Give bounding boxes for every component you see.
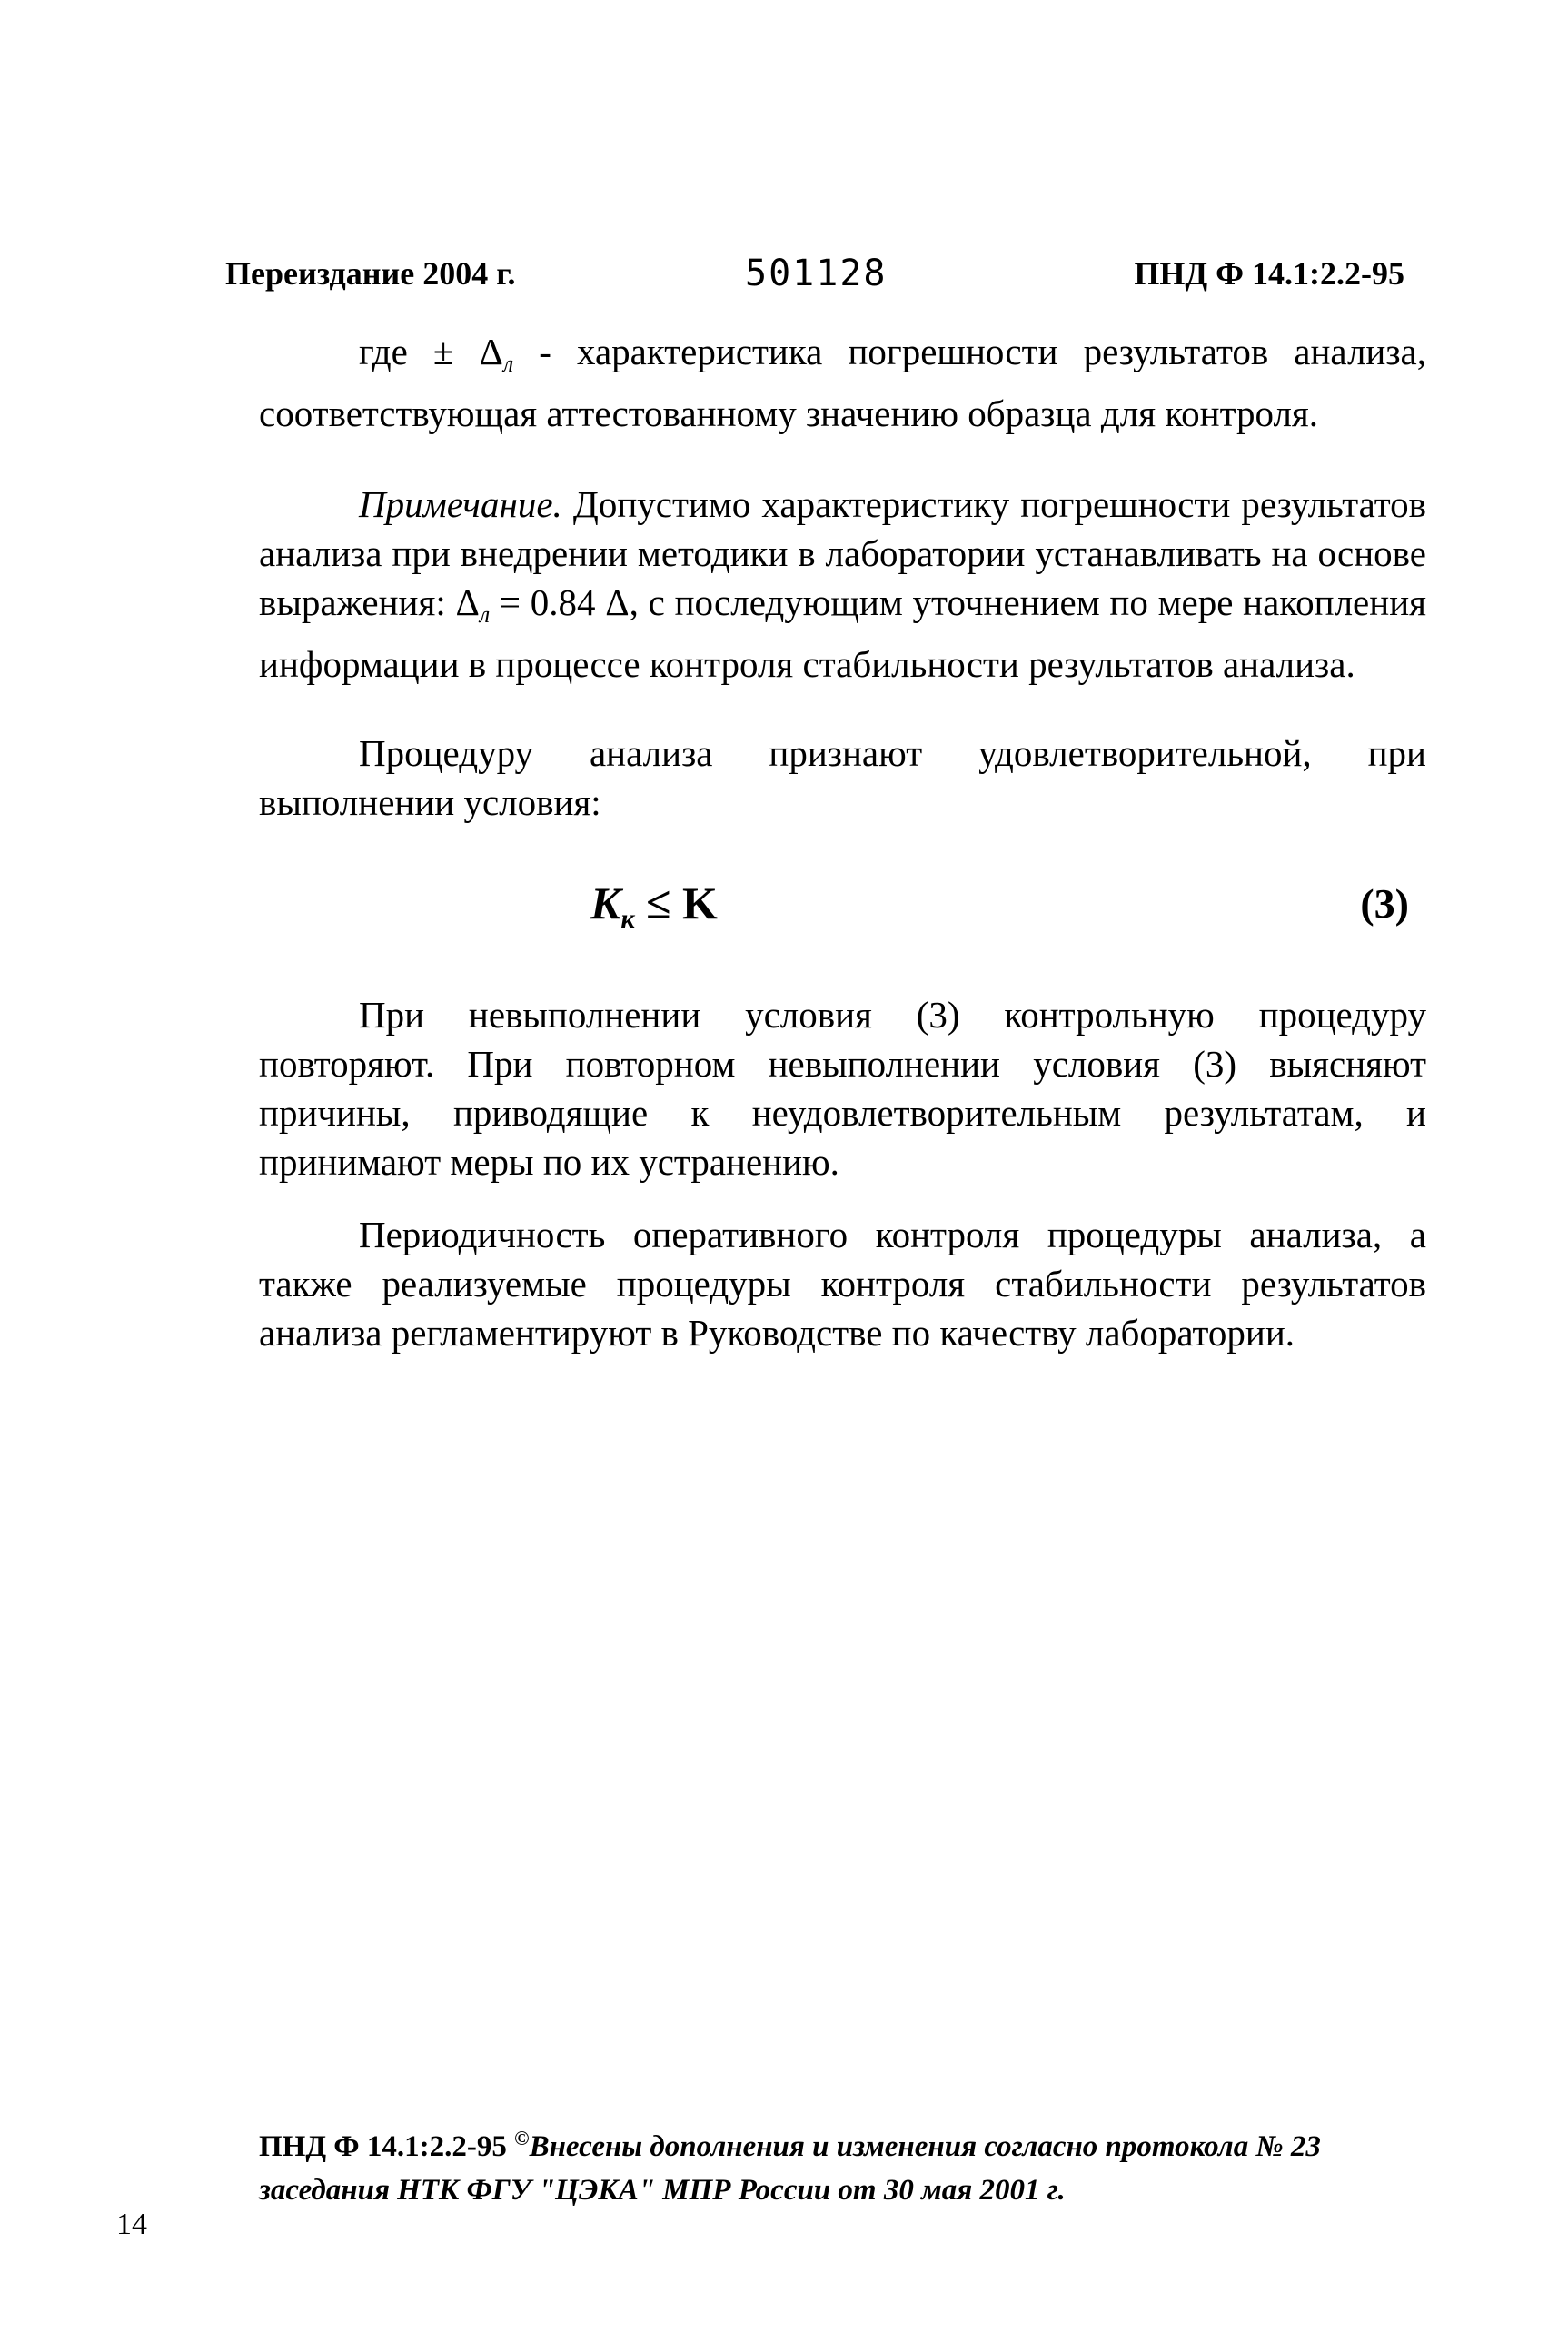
paragraph-note: [259, 480, 1426, 689]
formula-condition: [590, 877, 718, 935]
paragraph-periodicity: [259, 1210, 1426, 1357]
note-label: Примечание.: [359, 483, 562, 525]
paragraph-definition: [259, 327, 1426, 438]
footnote-text: Внесены дополнения и изменения согласно протокола № 23 заседания НТК ФГУ "ЦЭКА" МПР России от 30 мая 2001 г.: [259, 2130, 1321, 2207]
footnote-mark: ©: [514, 2127, 530, 2149]
delta-subscript: л: [502, 351, 514, 377]
note-subscript: л: [479, 601, 491, 628]
definition-lead: где: [359, 331, 408, 372]
procedure-text: Процедуру анализа признают удовлетворительной, при выполнении условия:: [259, 732, 1426, 823]
footnote-code: ПНД Ф 14.1:2.2-95: [259, 2130, 507, 2163]
failure-text: При невыполнении условия (3) контрольную процедуру повторяют. При повторном невыполнении условия (3) выясняют причины, приводящие к неудовлетворительным результатам, и принимают меры по их устранению.: [259, 994, 1426, 1183]
formula-lhs: K: [590, 878, 621, 928]
definition-text: - характеристика погрешности результатов анализа, соответствующая аттестованному значению образца для контроля.: [259, 331, 1427, 434]
header-doc-number: 501128: [745, 253, 888, 294]
formula-relation: ≤ K: [634, 878, 718, 928]
header-standard-code: ПНД Ф 14.1:2.2-95: [1134, 255, 1404, 292]
footnote: [259, 2117, 1440, 2212]
formula-lhs-subscript: к: [620, 904, 635, 934]
note-text-before: Допустимо характеристику погрешности результатов анализа при внедрении методики в лаборатории устанавливать на основе выражения: Δ: [259, 483, 1426, 623]
formula-number: (3): [1360, 880, 1409, 927]
page-number: 14: [116, 2208, 147, 2241]
delta-symbol: ± Δ: [432, 331, 503, 372]
note-text-after: = 0.84 Δ, с последующим уточнением по мере накопления информации в процессе контроля стабильности результатов анализа.: [259, 581, 1426, 685]
paragraph-failure: [259, 990, 1426, 1186]
periodicity-text: Периодичность оперативного контроля процедуры анализа, а также реализуемые процедуры контроля стабильности результатов анализа регламентируют в Руководстве по качеству лаборатории.: [259, 1214, 1426, 1354]
header-edition: Переиздание 2004 г.: [225, 255, 516, 292]
paragraph-procedure: [259, 729, 1426, 827]
